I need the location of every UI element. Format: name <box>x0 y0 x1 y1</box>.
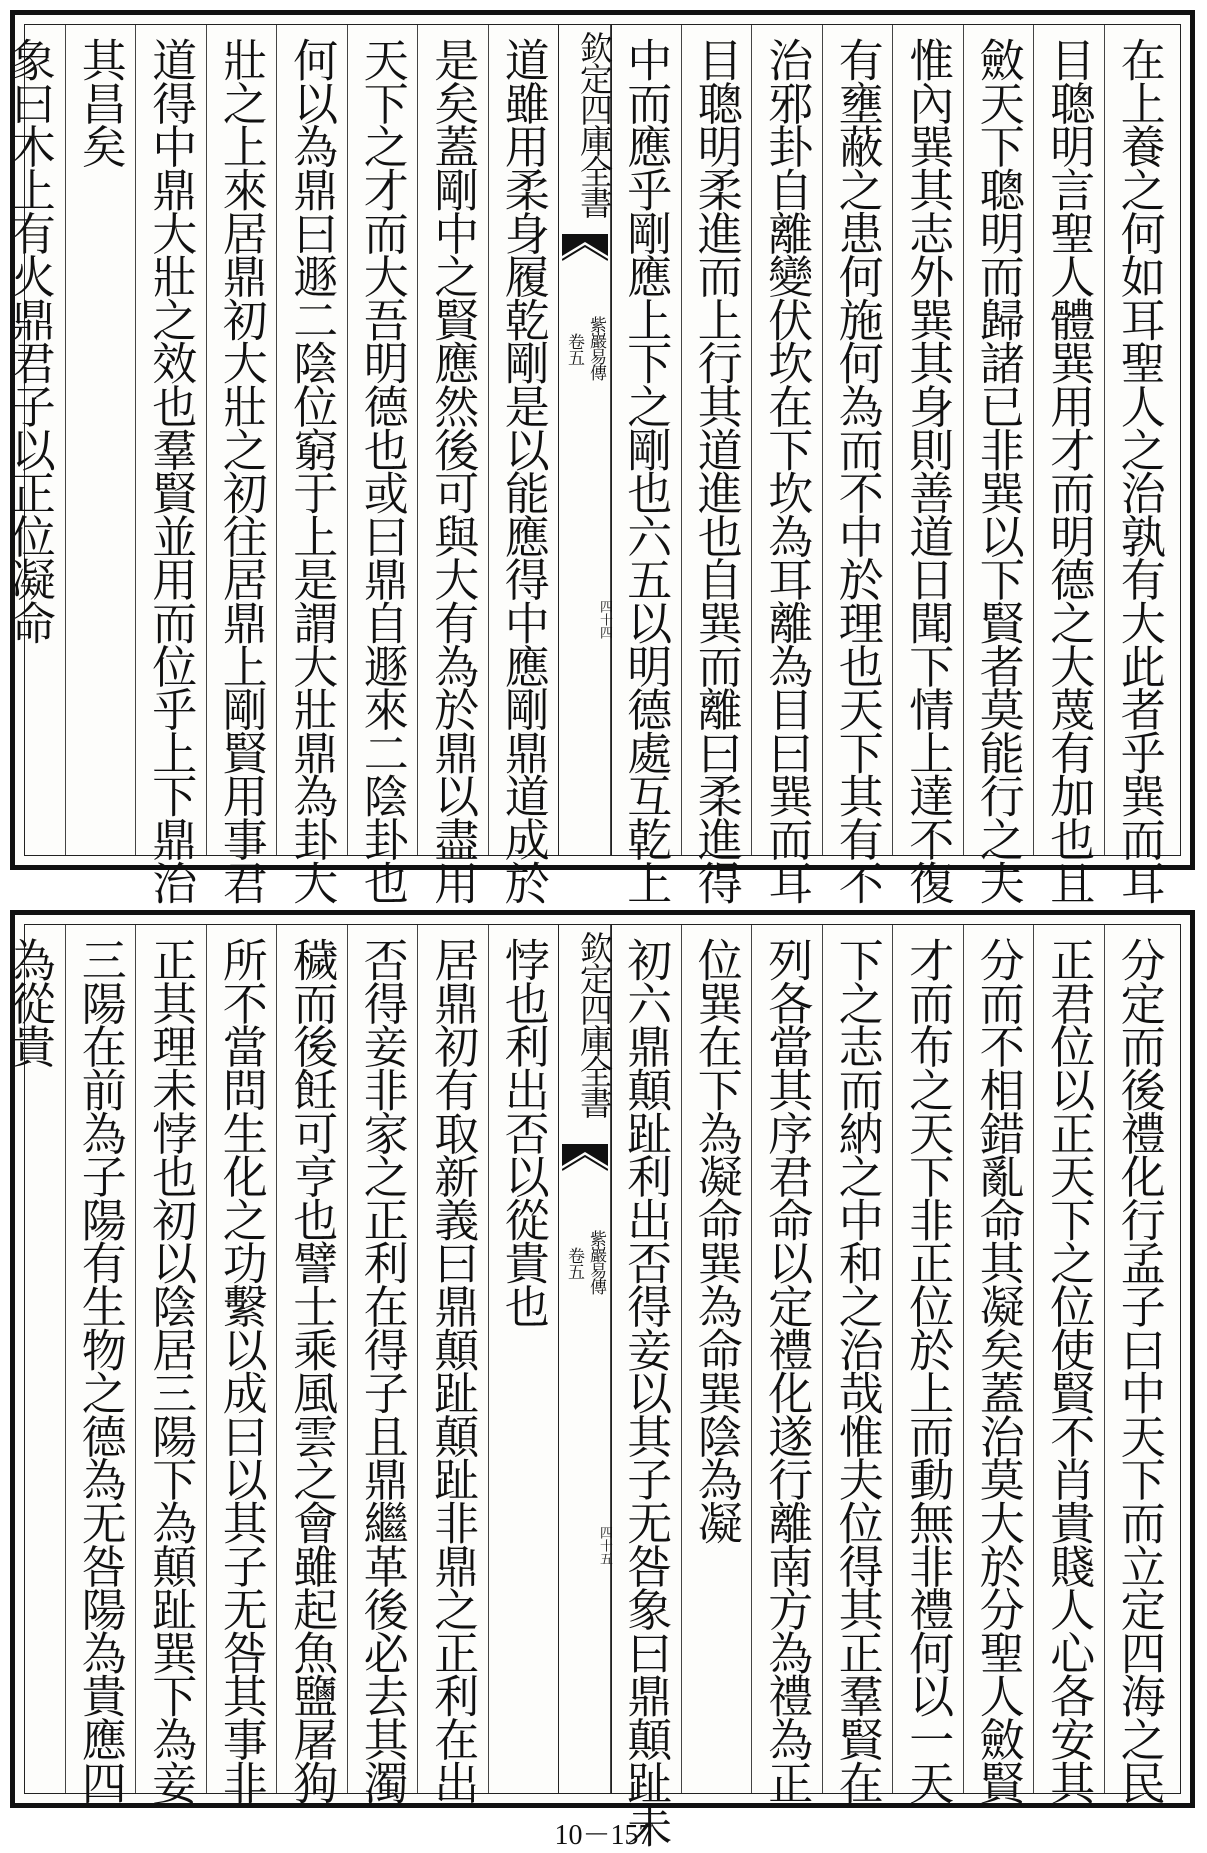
left-column <box>135 25 206 904</box>
column-text: 分而不相錯亂命其凝矣蓋治莫大於分聖人斂賢 <box>971 937 1025 1804</box>
column-text: 象曰木上有火鼎君子以正位凝命 <box>2 37 56 644</box>
right-column <box>751 25 822 904</box>
column-text: 正君位以正天下之位使賢不肖貴賤人心各安其 <box>1042 937 1096 1804</box>
column-text: 穢而後飪可亨也譬士乘風雲之會雖起魚鹽屠狗 <box>285 937 339 1804</box>
left-column <box>276 925 347 1804</box>
bottom-center-strip <box>558 925 612 1793</box>
page-footer-number: 10－157 <box>554 1820 653 1851</box>
left-column <box>347 25 418 904</box>
book-title: 紫巖易傳 <box>586 1230 606 1294</box>
right-column <box>610 925 681 1847</box>
right-column <box>892 925 963 1804</box>
column-text: 三陽在前為子陽有生物之德為无咎陽為貴應四 <box>73 937 127 1804</box>
right-column <box>681 25 752 904</box>
right-column <box>751 925 822 1804</box>
fish-tail-mark-icon <box>562 1144 608 1174</box>
column-text: 正其理未悖也初以陰居三陽下為顛趾巽下為妾 <box>144 937 198 1804</box>
right-column <box>963 25 1034 904</box>
column-text: 初六鼎顛趾利出否得妾以其子无咎象曰鼎顛趾未 <box>619 937 673 1847</box>
right-column <box>822 925 893 1804</box>
column-text: 分定而後禮化行孟子曰中天下而立定四海之民 <box>1112 937 1166 1804</box>
column-text: 其昌矣 <box>73 37 127 167</box>
column-text: 下之志而納之中和之治哉惟夫位得其正羣賢在 <box>830 937 884 1804</box>
column-text: 所不當問生化之功繫以成曰以其子无咎其事非 <box>214 937 268 1804</box>
left-column <box>347 925 418 1804</box>
column-text: 悖也利出否以從貴也 <box>496 937 550 1327</box>
column-text: 是矣蓋剛中之賢應然後可與大有為於鼎以盡用 <box>426 37 480 904</box>
column-text: 有壅蔽之患何施何為而不中於理也天下其有不 <box>830 37 884 904</box>
book-title: 紫巖易傳 <box>586 316 606 380</box>
fish-tail-mark-icon <box>562 234 608 264</box>
column-text: 壯之上來居鼎初大壯之初往居鼎上剛賢用事君 <box>214 37 268 904</box>
left-column <box>65 25 136 855</box>
column-text: 否得妾非家之正利在得子且鼎繼革後必去其濁 <box>355 937 409 1804</box>
column-text: 居鼎初有取新義曰鼎顛趾顛趾非鼎之正利在出 <box>426 937 480 1804</box>
column-text: 何以為鼎曰遯二陰位窮于上是謂大壯鼎為卦大 <box>285 37 339 904</box>
column-text: 為從貴 <box>2 937 56 1067</box>
column-text: 在上養之何如耳聖人之治孰有大此者乎巽而耳 <box>1112 37 1166 904</box>
right-column <box>610 25 681 904</box>
column-text: 道雖用柔身履乾剛是以能應得中應剛鼎道成於 <box>496 37 550 904</box>
running-title: 欽定四庫全書 <box>575 931 614 1117</box>
left-column <box>488 925 559 1793</box>
column-text: 才而布之天下非正位於上而動無非禮何以一天 <box>901 937 955 1804</box>
page-number: 四十四 <box>597 600 612 639</box>
page-number: 四十五 <box>597 1526 612 1565</box>
volume-label: 卷五 <box>564 333 584 365</box>
volume-label: 卷五 <box>564 1247 584 1279</box>
column-text: 道得中鼎大壯之效也羣賢並用而位乎上下鼎治 <box>144 37 198 904</box>
column-text: 目聰明言聖人體巽用才而明德之大蔑有加也且 <box>1042 37 1096 904</box>
left-column <box>135 925 206 1804</box>
left-column <box>0 25 65 855</box>
right-column <box>681 925 752 1793</box>
right-column <box>892 25 963 904</box>
left-column <box>206 25 277 904</box>
column-text: 目聰明柔進而上行其道進也自巽而離曰柔進得 <box>689 37 743 904</box>
top-center-strip <box>558 25 612 855</box>
left-column <box>417 25 488 904</box>
right-column <box>1033 25 1104 904</box>
column-text: 惟內巽其志外巽其身則善道日聞下情上達不復 <box>901 37 955 904</box>
right-column <box>963 925 1034 1804</box>
right-column <box>1104 925 1175 1804</box>
top-page-frame <box>2 24 1181 904</box>
left-column <box>417 925 488 1804</box>
right-column <box>822 25 893 904</box>
left-column <box>276 25 347 904</box>
top-page <box>2 10 1195 904</box>
column-text: 斂天下聰明而歸諸已非巽以下賢者莫能行之夫 <box>971 37 1025 904</box>
left-column <box>488 25 559 904</box>
column-text: 天下之才而大吾明德也或曰鼎自遯來二陰卦也 <box>355 37 409 904</box>
right-column <box>1104 25 1175 904</box>
left-column <box>0 925 65 1793</box>
left-column <box>206 925 277 1804</box>
column-text: 中而應乎剛應上下之剛也六五以明德處互乾上 <box>619 37 673 904</box>
column-text: 位巽在下為凝命巽為命巽陰為凝 <box>689 937 743 1544</box>
column-text: 治邪卦自離變伏坎在下坎為耳離為目曰巽而耳 <box>760 37 814 904</box>
running-title: 欽定四庫全書 <box>575 31 614 217</box>
column-text: 列各當其序君命以定禮化遂行離南方為禮為正 <box>760 937 814 1804</box>
left-column <box>65 925 136 1804</box>
right-column <box>1033 925 1104 1804</box>
